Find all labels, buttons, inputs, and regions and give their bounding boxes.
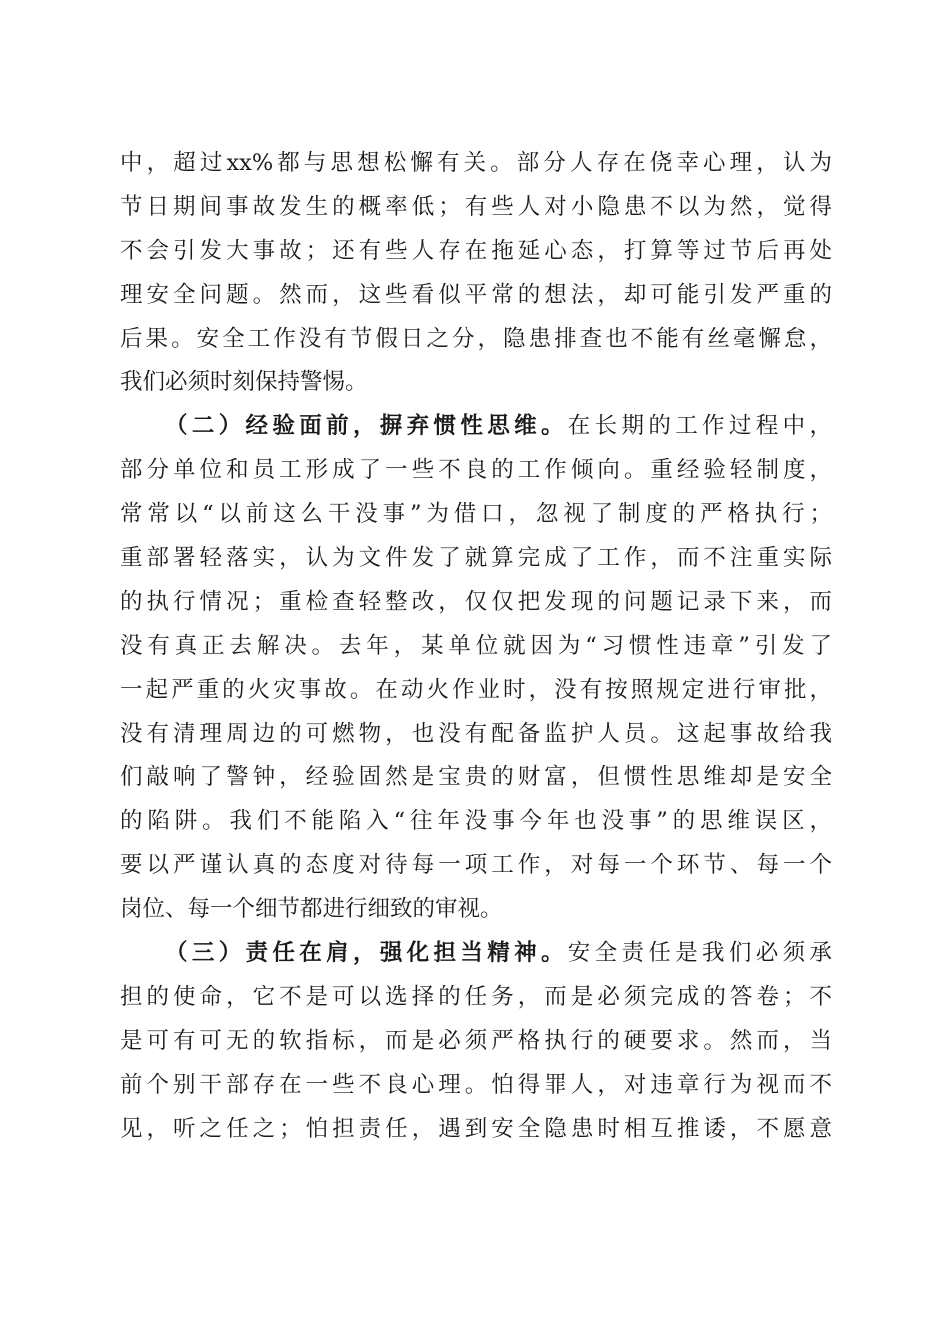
text-line: 的执行情况；重检查轻整改，仅仅把发现的问题记录下来，而 [120,588,832,615]
text-line: 理安全问题。然而，这些看似平常的想法，却可能引发严重的 [120,281,832,308]
text-line: 没有真正去解决。去年，某单位就因为“习惯性违章”引发了 [120,632,832,659]
text-line: 节日期间事故发生的概率低；有些人对小隐患不以为然，觉得 [120,193,832,220]
text-line: 们敲响了警钟，经验固然是宝贵的财富，但惯性思维却是安全 [120,764,832,791]
document-body [120,142,832,1151]
text-line [120,405,832,449]
text-line: 见，听之任之；怕担责任，遇到安全隐患时相互推诿，不愿意 [120,1115,832,1142]
text-line: 是可有可无的软指标，而是必须严格执行的硬要求。然而，当 [120,1027,832,1054]
text-run: 在长期的工作过程中， [567,413,832,440]
text-line: 不会引发大事故；还有些人存在拖延心态，打算等过节后再处 [120,237,832,264]
paragraph-2 [120,405,832,932]
paragraph-3 [120,932,832,1151]
text-line [120,932,832,976]
text-line: 我们必须时刻保持警惕。 [120,369,368,396]
text-line: 后果。安全工作没有节假日之分，隐患排查也不能有丝毫懈怠， [120,325,832,352]
text-line: 重部署轻落实，认为文件发了就算完成了工作，而不注重实际 [120,545,832,572]
text-line: 前个别干部存在一些不良心理。怕得罪人，对违章行为视而不 [120,1071,832,1098]
section-heading: （三）责任在肩，强化担当精神。 [165,940,568,967]
text-line: 担的使命，它不是可以选择的任务，而是必须完成的答卷；不 [120,983,832,1010]
text-line: 要以严谨认真的态度对待每一项工作，对每一个环节、每一个 [120,852,832,879]
section-heading: （二）经验面前，摒弃惯性思维。 [165,413,568,440]
text-line: 中，超过xx%都与思想松懈有关。部分人存在侥幸心理，认为 [120,150,832,176]
text-line: 一起严重的火灾事故。在动火作业时，没有按照规定进行审批， [120,676,832,703]
text-line: 的陷阱。我们不能陷入“往年没事今年也没事”的思维误区， [120,808,832,835]
text-line: 部分单位和员工形成了一些不良的工作倾向。重经验轻制度， [120,457,832,484]
text-run: 安全责任是我们必须承 [567,940,832,967]
text-line: 没有清理周边的可燃物，也没有配备监护人员。这起事故给我 [120,720,832,747]
paragraph-1 [120,142,832,405]
text-line: 岗位、每一个细节都进行细致的审视。 [120,896,503,923]
text-line: 常常以“以前这么干没事”为借口，忽视了制度的严格执行； [120,501,832,528]
